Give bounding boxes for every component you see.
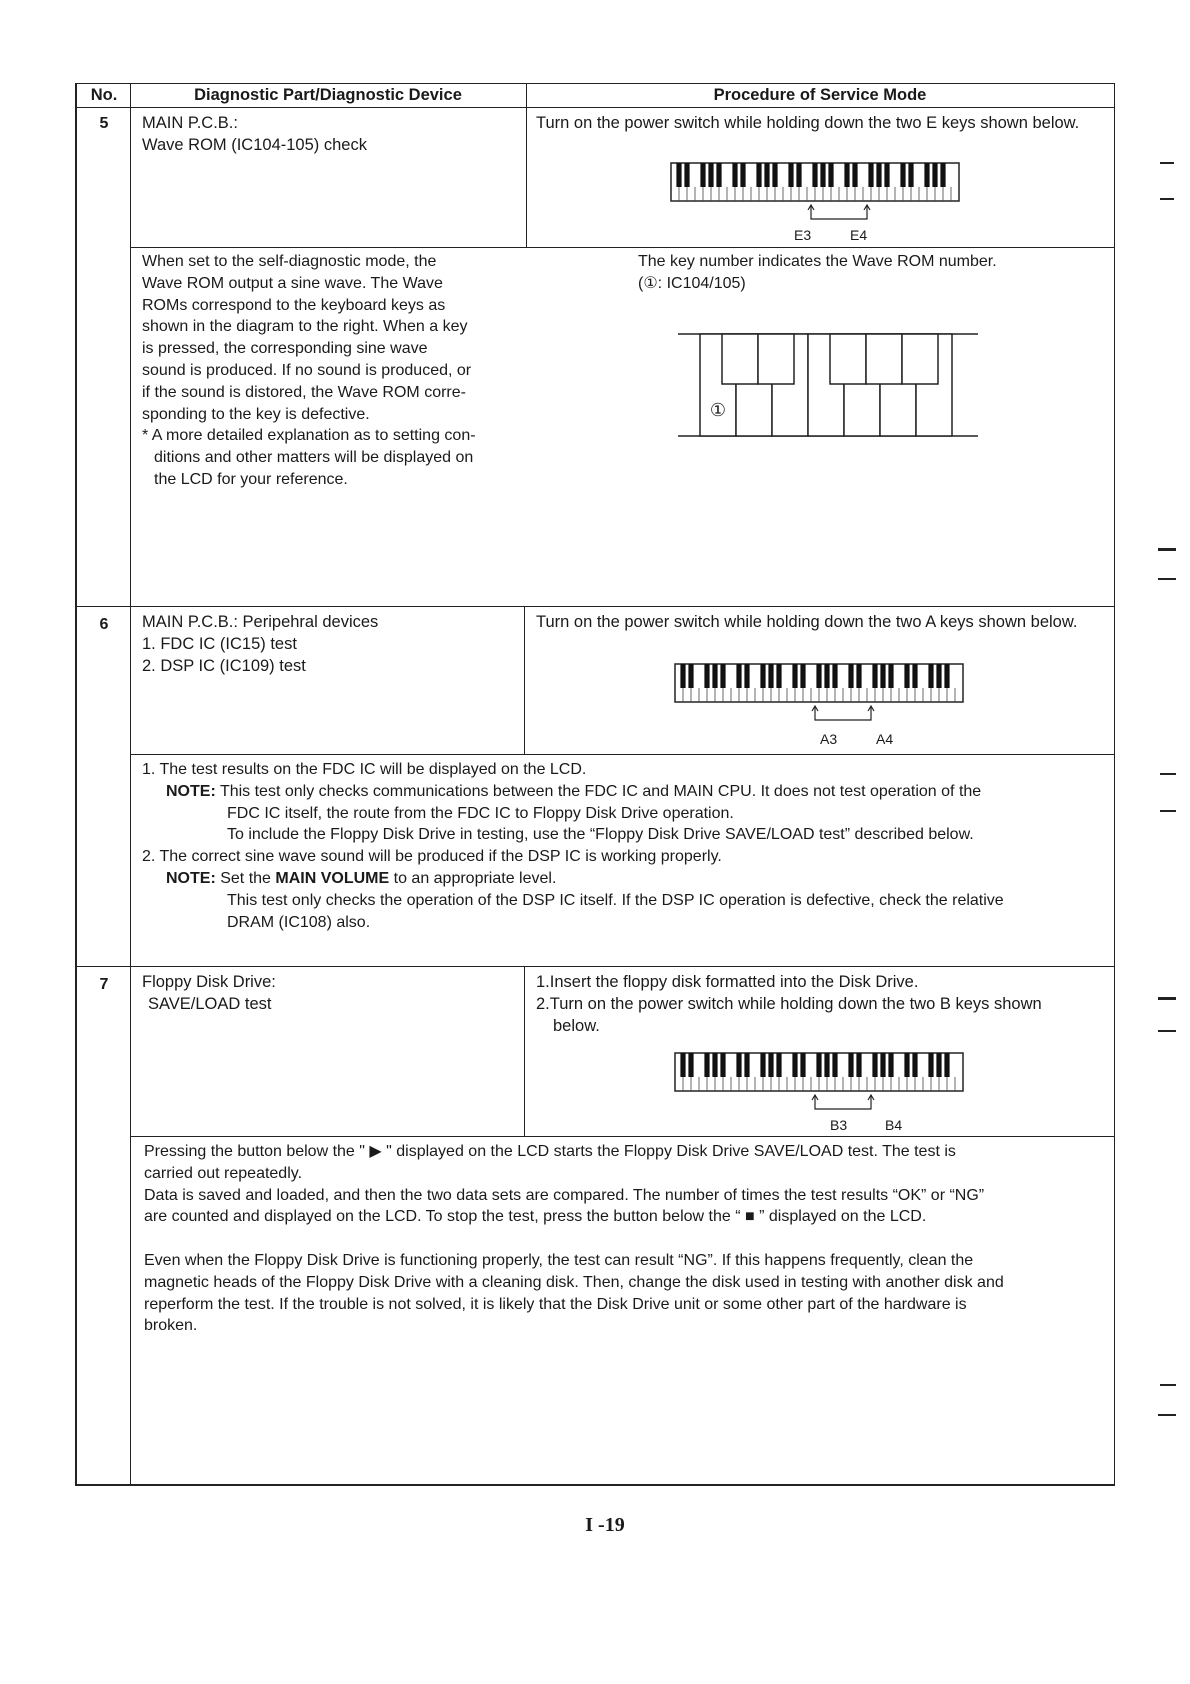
row-7-detail-line: broken. [144, 1317, 198, 1335]
row-5-detail-line: ROMs correspond to the keyboard keys as [142, 296, 446, 314]
row-6-item-2: 2. The correct sine wave sound will be produced if the DSP IC is working properly. [142, 848, 722, 866]
row-5-detail-line: sound is produced. If no sound is produced, or [142, 361, 472, 379]
row-5-detail-line: Wave ROM output a sine wave. The Wave [142, 274, 443, 292]
black-key [824, 1053, 829, 1077]
black-key [816, 1053, 821, 1077]
row-5-detail-line: shown in the diagram to the right. When a key [142, 318, 468, 336]
margin-mark [1158, 1414, 1176, 1416]
black-key [736, 1053, 741, 1077]
margin-mark [1160, 773, 1176, 775]
row-7-key-label-b3: B3 [830, 1117, 848, 1133]
row-5-key-label-e4: E4 [850, 227, 868, 243]
row-7-detail-line: carried out repeatedly. [144, 1164, 303, 1182]
row-6-part-line: 2. DSP IC (IC109) test [142, 657, 306, 675]
diagram-caption-line-1: The key number indicates the Wave ROM number. [638, 253, 997, 270]
black-key [832, 1053, 837, 1077]
header-part: Diagnostic Part/Diagnostic Device [194, 86, 462, 104]
paragraph-gap [144, 1228, 1110, 1250]
note-1-line-1: This test only checks communications between the FDC IC and MAIN CPU. It does not test operation of the [219, 782, 982, 800]
row-7-detail-line: magnetic heads of the Floppy Disk Drive with a cleaning disk. Then, change the disk used in testing with another disk and [144, 1273, 1004, 1291]
row-7-procedure-line: 1.Insert the floppy disk formatted into the Disk Drive. [536, 973, 919, 991]
note-label: NOTE: [166, 869, 216, 887]
note-2-post: to an appropriate level. [393, 869, 557, 887]
black-key [760, 1053, 765, 1077]
row-5-detail-line: is pressed, the corresponding sine wave [142, 340, 428, 358]
margin-mark [1160, 162, 1174, 164]
margin-mark [1158, 548, 1176, 551]
row-7-detail-line: Even when the Floppy Disk Drive is functioning properly, the test can result “NG”. If this happens frequently, clean the [144, 1251, 974, 1269]
black-key [680, 1053, 685, 1077]
row-7-key-label-b4: B4 [885, 1117, 903, 1133]
black-key [936, 1053, 941, 1077]
black-key [888, 1053, 893, 1077]
note-2-line-2: This test only checks the operation of the DSP IC itself. If the DSP IC operation is defective, check the relative [227, 891, 1004, 909]
row-7-procedure-line: below. [553, 1017, 600, 1035]
margin-mark [1158, 578, 1176, 580]
black-key [944, 1053, 949, 1077]
row-5-detail-line: if the sound is distored, the Wave ROM corre- [142, 383, 466, 401]
black-key [768, 1053, 773, 1077]
black-key [744, 1053, 749, 1077]
row-7-detail-text [144, 1141, 1110, 1337]
black-key [688, 1053, 693, 1077]
row-7-procedure-line: 2.Turn on the power switch while holding down the two B keys shown [536, 995, 1042, 1013]
row-7-detail-line: Pressing the button below the " ▶ " displayed on the LCD starts the Floppy Disk Drive SAVE/LOAD test. The test is [144, 1143, 956, 1160]
note-2-bold: MAIN VOLUME [275, 869, 390, 887]
margin-mark [1158, 997, 1176, 1000]
row-6-procedure: Turn on the power switch while holding down the two A keys shown below. [536, 613, 1078, 631]
black-key [904, 1053, 909, 1077]
margin-mark [1160, 198, 1174, 200]
black-key [800, 1053, 805, 1077]
note-2-pre: Set the [220, 869, 271, 887]
black-key [720, 1053, 725, 1077]
page-number: I -19 [585, 1514, 625, 1536]
margin-mark [1160, 1384, 1176, 1386]
row-5-key-label-e3: E3 [794, 227, 812, 243]
row-5-part-line-1: MAIN P.C.B.: [142, 114, 238, 132]
row-5-procedure: Turn on the power switch while holding down the two E keys shown below. [536, 114, 1080, 132]
black-key [880, 1053, 885, 1077]
black-key [776, 1053, 781, 1077]
row-5-number: 5 [99, 115, 109, 132]
black-key [792, 1053, 797, 1077]
row-5-detail-line: ditions and other matters will be displayed on [154, 449, 474, 467]
row-7-number: 7 [99, 976, 109, 993]
black-key [712, 1053, 717, 1077]
row-5-detail-line: * A more detailed explanation as to setting con- [142, 427, 476, 445]
diagram-key-marker: ① [709, 400, 727, 420]
diagram-caption-line-2: (①: IC104/105) [638, 274, 746, 292]
header-no: No. [90, 86, 118, 104]
row-7-detail-line: reperform the test. If the trouble is not solved, it is likely that the Disk Drive unit or some other part of the hardware is [144, 1295, 967, 1313]
note-label: NOTE: [166, 782, 216, 800]
black-key [704, 1053, 709, 1077]
row-5-detail-line: When set to the self-diagnostic mode, the [142, 253, 437, 270]
row-6-key-label-a3: A3 [820, 731, 838, 747]
header-procedure: Procedure of Service Mode [713, 86, 927, 104]
row-6-key-label-a4: A4 [876, 731, 894, 747]
margin-mark [1160, 810, 1176, 812]
note-1-line-2: FDC IC itself, the route from the FDC IC to Floppy Disk Drive operation. [227, 804, 734, 822]
row-5-detail-line: the LCD for your reference. [154, 470, 348, 488]
margin-mark [1158, 1030, 1176, 1032]
black-key [928, 1053, 933, 1077]
row-5-part-line-2: Wave ROM (IC104-105) check [142, 136, 367, 154]
row-6-item-1: 1. The test results on the FDC IC will be displayed on the LCD. [142, 761, 587, 778]
black-key [912, 1053, 917, 1077]
row-6-part-line: MAIN P.C.B.: Peripehral devices [142, 613, 379, 631]
note-1-line-3: To include the Floppy Disk Drive in testing, use the “Floppy Disk Drive SAVE/LOAD test” described below. [227, 826, 974, 844]
row-7-detail-line: Data is saved and loaded, and then the two data sets are compared. The number of times the test results “OK” or “NG” [144, 1186, 985, 1204]
black-key [872, 1053, 877, 1077]
row-6-number: 6 [99, 616, 109, 633]
key-bracket [815, 1095, 871, 1109]
row-7-part-line: Floppy Disk Drive: [142, 973, 276, 991]
row-5-detail-line: sponding to the key is defective. [142, 405, 370, 423]
note-2-line-3: DRAM (IC108) also. [227, 913, 371, 931]
row-6-part-line: 1. FDC IC (IC15) test [142, 635, 297, 653]
row-7-part-line: SAVE/LOAD test [148, 995, 272, 1013]
row-7-detail-line: are counted and displayed on the LCD. To stop the test, press the button below the “ ■ ” displayed on the LCD. [144, 1208, 927, 1226]
black-key [848, 1053, 853, 1077]
black-key [856, 1053, 861, 1077]
